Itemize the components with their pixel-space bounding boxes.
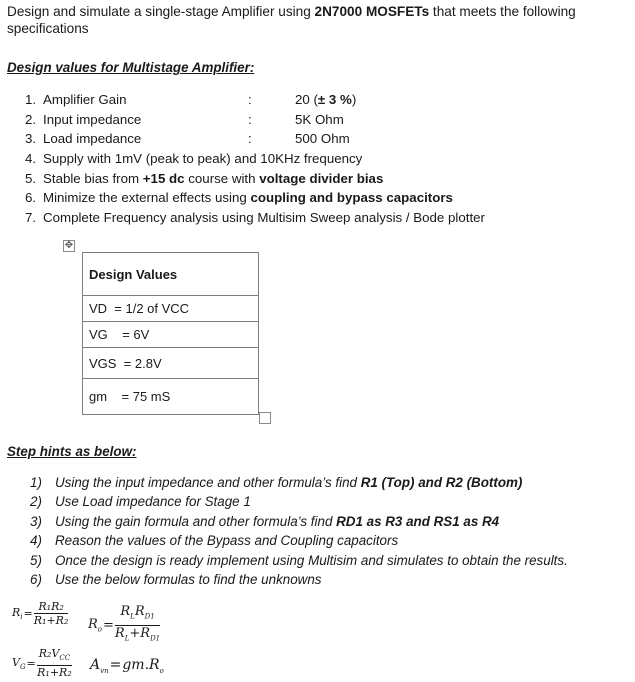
formula-symbol: R: [114, 625, 125, 641]
formula-numerator: [115, 604, 160, 626]
list-number: 7.: [25, 210, 37, 226]
formula-equals: =: [103, 617, 114, 633]
formula-symbol: V: [12, 655, 20, 669]
formula-subscript: o: [159, 666, 164, 675]
spec-colon: :: [248, 111, 252, 127]
spec-value: 500 Ohm: [295, 131, 350, 147]
spec-value-tolerance: ± 3 %: [317, 92, 352, 107]
spec-colon: :: [248, 92, 252, 107]
spec-label: Load impedance: [43, 131, 142, 147]
list-item: [30, 512, 568, 531]
formula-symbol: A: [90, 657, 101, 673]
list-number: 2): [30, 494, 42, 510]
formula-lhs: [12, 605, 23, 622]
formula-lhs: [88, 617, 102, 632]
formula-numerator: [37, 647, 72, 666]
list-item: [30, 570, 568, 589]
list-number: 4): [30, 533, 42, 549]
formula-equals: =: [23, 607, 33, 620]
formula-fraction: [115, 604, 160, 646]
spec-value: 5K Ohm: [295, 111, 344, 127]
list-item: [25, 90, 485, 110]
list-number: 5.: [25, 170, 37, 186]
list-number: 5): [30, 552, 42, 568]
list-number: 3.: [25, 131, 37, 147]
step-text: Using the gain formula and other formula’s find: [55, 513, 337, 529]
list-number: 1.: [25, 92, 37, 107]
list-number: 2.: [25, 111, 37, 127]
table-cell: VGS = 2.8V: [83, 348, 259, 379]
spec-bold-capacitors: coupling and bypass capacitors: [250, 190, 453, 206]
spec-value: [295, 90, 356, 110]
formula-gate-voltage: [12, 647, 72, 679]
formula-voltage-gain: [90, 657, 164, 675]
table-cell: VG = 6V: [83, 322, 259, 348]
formula-subscript: L: [130, 612, 135, 621]
formula-input-resistance: [12, 600, 68, 627]
spec-colon: :: [248, 131, 252, 147]
list-number: 4.: [25, 151, 37, 167]
list-item: [30, 473, 568, 492]
step-bold-text: R1 (Top) and R2 (Bottom): [360, 475, 523, 490]
formula-denominator: [115, 626, 160, 647]
formula-symbol: +R: [129, 625, 151, 641]
formula-equals: =: [26, 656, 36, 670]
list-number: 1): [30, 475, 42, 490]
table-row: [83, 253, 259, 296]
table-resize-handle-icon[interactable]: [259, 412, 271, 424]
spec-label: Minimize the external effects using: [43, 190, 251, 206]
formula-fraction: [37, 647, 72, 679]
spec-label: Supply with 1mV (peak to peak) and 10KHz frequency: [43, 151, 363, 167]
list-item: [25, 169, 485, 189]
formula-subscript: CC: [59, 654, 71, 663]
step-hints-list: [30, 473, 568, 589]
formula-subscript: vn: [100, 666, 109, 675]
table-row: [83, 348, 259, 379]
design-values-table: [82, 252, 259, 415]
formula-subscript: G: [19, 662, 26, 671]
step-text: Using the input impedance and other formula’s find: [55, 475, 361, 490]
formula-symbol: gm.R: [122, 657, 160, 673]
list-item: [25, 129, 485, 149]
table-cell: gm = 75 mS: [83, 379, 259, 415]
spec-bold-bias: voltage divider bias: [259, 170, 384, 186]
formula-subscript: o: [97, 625, 103, 634]
formula-subscript: L: [124, 634, 130, 643]
step-hints-heading: Step hints as below:: [7, 444, 137, 459]
spec-list: [25, 90, 485, 228]
step-bold-text: RD1 as R3 and RS1 as R4: [336, 513, 500, 529]
formula-equals: =: [109, 657, 122, 673]
formula-denominator: R₁+R₂: [37, 666, 72, 680]
table-cell: VD = 1/2 of VCC: [83, 296, 259, 322]
step-text: Use Load impedance for Stage 1: [55, 494, 251, 510]
formula-fraction: [34, 600, 69, 627]
list-number: 6): [30, 571, 42, 587]
formula-numerator: R₁R₂: [34, 600, 69, 614]
spec-label: Stable bias from: [43, 170, 143, 186]
formula-output-resistance: [88, 604, 160, 646]
formula-symbol: R: [12, 605, 21, 619]
intro-text-after: that meets the following specifications: [7, 4, 576, 36]
spec-label: Amplifier Gain: [43, 92, 127, 107]
formula-symbol: R₂V: [38, 647, 60, 660]
list-item: [25, 149, 485, 169]
formula-subscript: D1: [150, 634, 161, 643]
list-item: [30, 492, 568, 511]
intro-paragraph: [7, 3, 632, 37]
spec-label-mid: course with: [184, 170, 260, 186]
table-row: [83, 322, 259, 348]
formula-subscript: D1: [144, 612, 155, 621]
spec-value-prefix: 20 (: [295, 92, 318, 107]
list-item: [30, 551, 568, 570]
step-text: Once the design is ready implement using Multisim and simulates to obtain the results.: [55, 552, 568, 568]
list-item: [25, 208, 485, 228]
intro-mosfet-name: 2N7000 MOSFETs: [314, 4, 430, 19]
table-row: [83, 379, 259, 415]
spec-bold-supply: +15 dc: [142, 170, 185, 186]
spec-label: Complete Frequency analysis using Multisim Sweep analysis / Bode plotter: [43, 210, 485, 226]
intro-text-before: Design and simulate a single-stage Amplifier using: [7, 4, 315, 19]
spec-value-suffix: ): [351, 92, 357, 107]
formula-symbol: R: [134, 604, 145, 619]
table-row: [83, 296, 259, 322]
list-number: 3): [30, 513, 42, 529]
list-number: 6.: [25, 190, 37, 206]
design-values-heading: Design values for Multistage Amplifier:: [7, 60, 255, 75]
formula-denominator: R₁+R₂: [33, 614, 69, 627]
formula-symbol: R: [88, 616, 98, 632]
formula-subscript: i: [20, 613, 23, 622]
formula-lhs: [12, 656, 26, 669]
table-move-handle-icon[interactable]: ✥: [64, 240, 74, 251]
step-text: Reason the values of the Bypass and Coupling capacitors: [55, 533, 399, 549]
spec-label: Input impedance: [43, 111, 142, 127]
list-item: [25, 110, 485, 130]
step-text: Use the below formulas to find the unknowns: [55, 571, 322, 587]
list-item: [30, 531, 568, 550]
list-item: [25, 188, 485, 208]
formula-symbol: R: [120, 604, 131, 619]
table-header-cell: Design Values: [83, 253, 259, 296]
